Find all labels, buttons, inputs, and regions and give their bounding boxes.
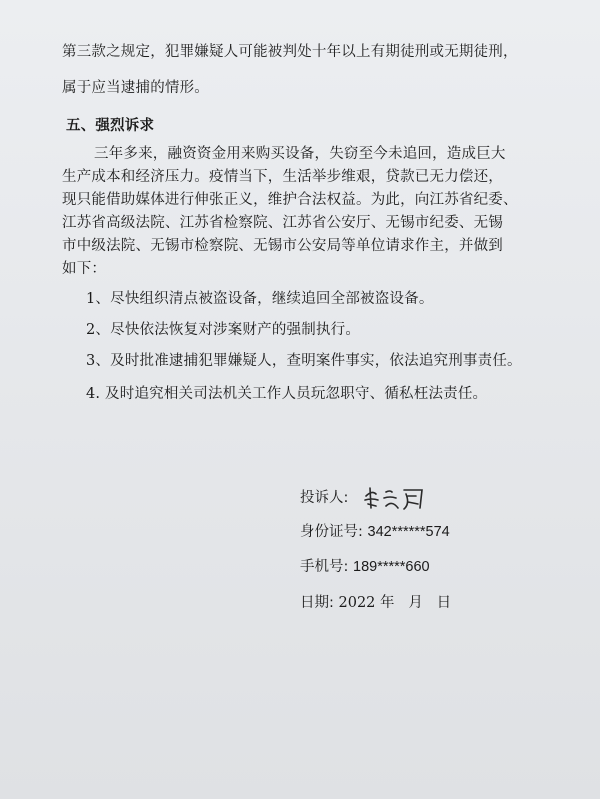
- complainant-label: 投诉人:: [300, 490, 349, 506]
- id-value: 342******574: [367, 524, 450, 540]
- text-line: 市中级法院、无锡市检察院、无锡市公安局等单位请求作主，并做到: [62, 238, 503, 254]
- section-heading: 五、强烈诉求: [66, 118, 155, 134]
- date-value: 2022 年 月 日: [338, 595, 452, 611]
- phone-row: [300, 557, 430, 577]
- text-line: 生产成本和经济压力。疫情当下，生活举步维艰，贷款已无力偿还，: [62, 169, 503, 185]
- id-row: [300, 522, 450, 542]
- list-item: 2、尽快依法恢复对涉案财产的强制执行。: [86, 322, 361, 338]
- text-line: 属于应当逮捕的情形。: [62, 80, 209, 96]
- handwritten-signature: [362, 482, 432, 512]
- phone-label: 手机号:: [300, 559, 349, 575]
- phone-value: 189*****660: [353, 559, 430, 575]
- date-row: [300, 593, 451, 613]
- date-label: 日期:: [300, 595, 334, 611]
- id-label: 身份证号:: [300, 524, 363, 540]
- text-line: 现只能借助媒体进行伸张正义，维护合法权益。为此，向江苏省纪委、: [62, 192, 518, 208]
- text-line: 第三款之规定，犯罪嫌疑人可能被判处十年以上有期徒刑或无期徒刑，: [62, 44, 518, 60]
- text-line: 江苏省高级法院、江苏省检察院、江苏省公安厅、无锡市纪委、无锡: [62, 215, 503, 231]
- text-line: 三年多来，融资资金用来购买设备，失窃至今未追回，造成巨大: [94, 146, 506, 162]
- list-item: 4. 及时追究相关司法机关工作人员玩忽职守、循私枉法责任。: [86, 386, 488, 402]
- list-item: 1、尽快组织清点被盗设备，继续追回全部被盗设备。: [86, 291, 434, 307]
- complainant-row: [300, 488, 348, 508]
- text-line: 如下：: [62, 261, 107, 277]
- list-item: 3、及时批准逮捕犯罪嫌疑人，查明案件事实，依法追究刑事责任。: [86, 353, 522, 369]
